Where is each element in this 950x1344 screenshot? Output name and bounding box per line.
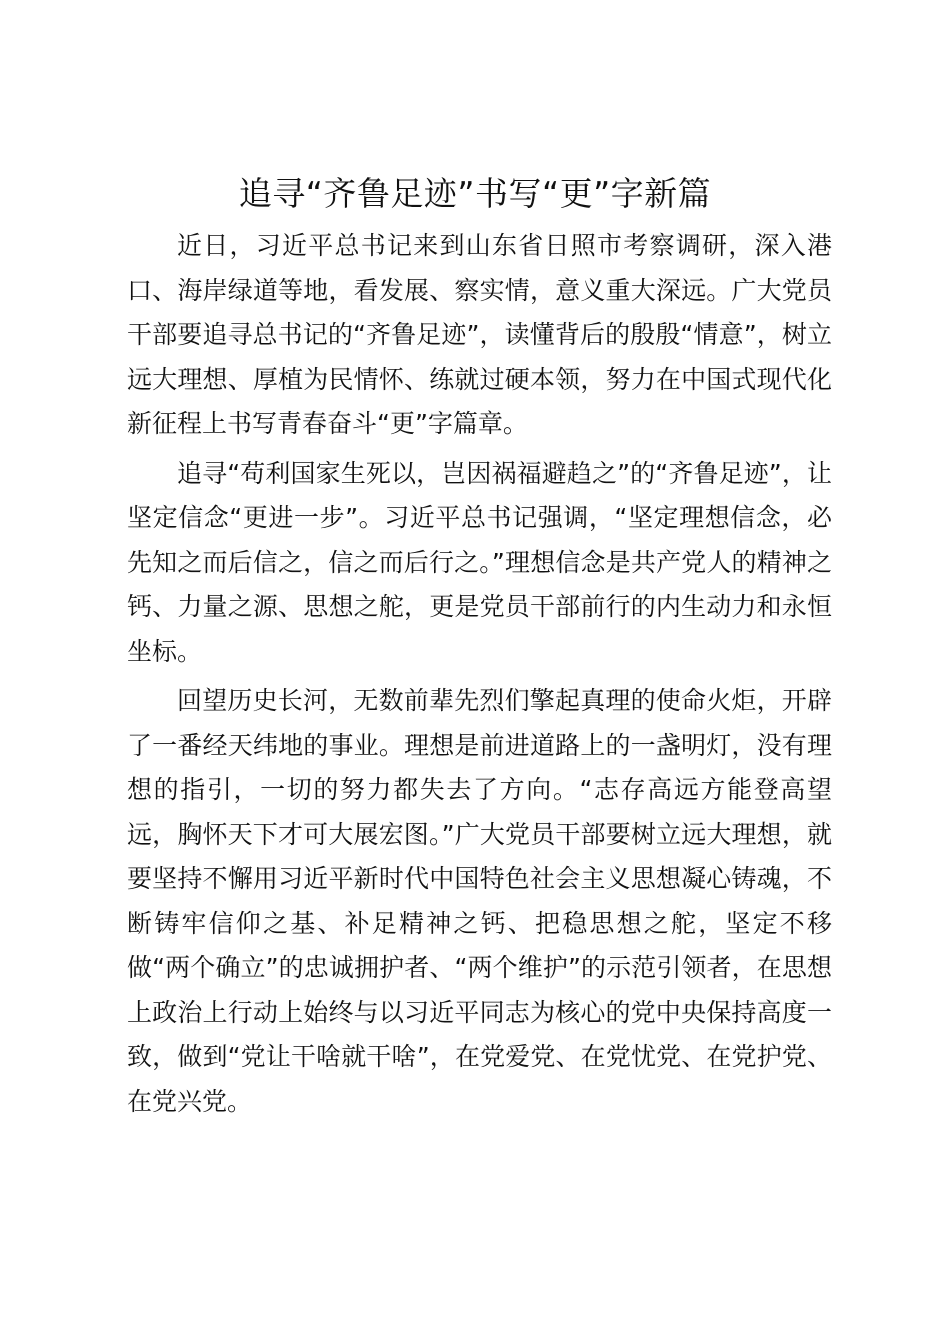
document-title: 追寻“齐鲁足迹”书写“更”字新篇 xyxy=(238,174,712,213)
paragraph-1: 近日，习近平总书记来到山东省日照市考察调研，深入港口、海岸绿道等地，看发展、察实情，意义重大深远。广大党员干部要追寻总书记的“齐鲁足迹”，读懂背后的殷殷“情意”，树立远大理想、厚植为民情怀、练就过硬本领，努力在中国式现代化新征程上书写青春奋斗“更”字篇章。 xyxy=(127,231,832,438)
paragraph-2: 追寻“苟利国家生死以，岂因祸福避趋之”的“齐鲁足迹”，让坚定信念“更进一步”。习近平总书记强调，“坚定理想信念，必先知之而后信之，信之而后行之。”理想信念是共产党人的精神之钙、力量之源、思想之舵，更是党员干部前行的内生动力和永恒坐标。 xyxy=(127,458,832,666)
paragraph-3: 回望历史长河，无数前辈先烈们擎起真理的使命火炬，开辟了一番经天纬地的事业。理想是前进道路上的一盏明灯，没有理想的指引，一切的努力都失去了方向。“志存高远方能登高望远，胸怀天下才可大展宏图。”广大党员干部要树立远大理想，就要坚持不懈用习近平新时代中国特色社会主义思想凝心铸魂，不断铸牢信仰之基、补足精神之钙、把稳思想之舵，坚定不移做“两个确立”的忠诚拥护者、“两个维护”的示范引领者，在思想上政治上行动上始终与以习近平同志为核心的党中央保持高度一致，做到“党让干啥就干啥”，在党爱党、在党忧党、在党护党、在党兴党。 xyxy=(127,686,832,1116)
document-body xyxy=(127,224,832,1129)
